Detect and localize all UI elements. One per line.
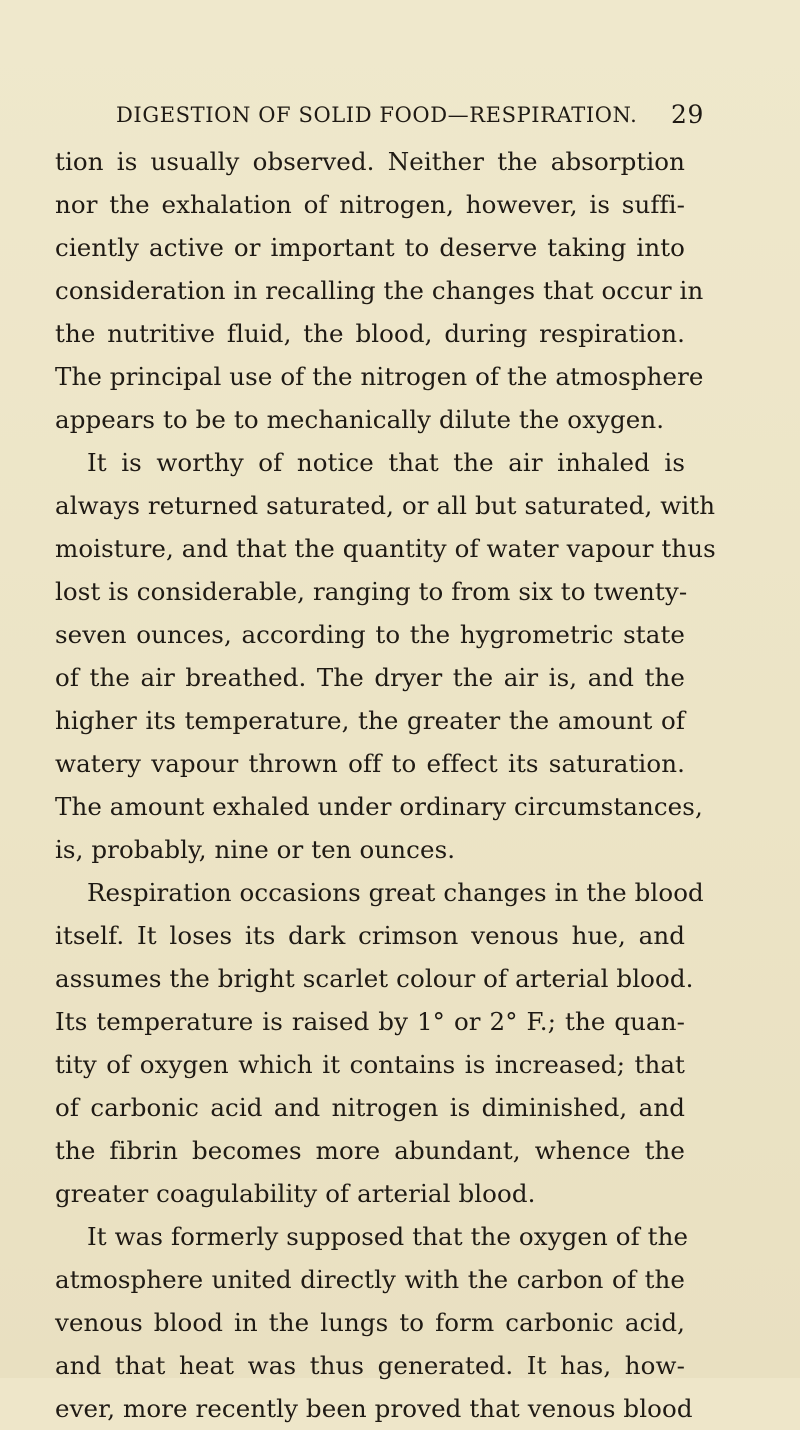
page-number: 29 (670, 100, 704, 129)
text-line: is, probably, nine or ten ounces. (55, 835, 456, 864)
text-line: moisture, and that the quantity of water vapour thus (55, 534, 716, 563)
running-head-title: DIGESTION OF SOLID FOOD—RESPIRATION. (116, 103, 638, 127)
text-line: consideration in recalling the changes that occur in (55, 276, 704, 305)
body-text (55, 140, 716, 1430)
text-line: of the air breathed. The dryer the air is, and the (55, 663, 685, 692)
text-line: tion is usually observed. Neither the absorption (55, 147, 685, 176)
text-line: The principal use of the nitrogen of the atmosphere (55, 362, 704, 391)
text-line: ciently active or important to deserve taking into (55, 233, 685, 262)
text-line: higher its temperature, the greater the amount of (55, 706, 685, 735)
running-head (112, 98, 704, 132)
text-line: nor the exhalation of nitrogen, however, is suffi- (55, 190, 685, 219)
text-line: Its temperature is raised by 1° or 2° F.; the quan- (55, 1007, 685, 1036)
paragraph-start-line: Respiration occasions great changes in the blood (87, 878, 704, 907)
text-line: always returned saturated, or all but saturated, with (55, 491, 716, 520)
text-line: tity of oxygen which it contains is increased; that (55, 1050, 685, 1079)
text-line: assumes the bright scarlet colour of arterial blood. (55, 964, 694, 993)
text-line: atmosphere united directly with the carbon of the (55, 1265, 685, 1294)
text-line: appears to be to mechanically dilute the oxygen. (55, 405, 665, 434)
text-line: itself. It loses its dark crimson venous hue, and (55, 921, 685, 950)
text-line: The amount exhaled under ordinary circumstances, (55, 792, 703, 821)
paragraph-start-line: It was formerly supposed that the oxygen of the (87, 1222, 689, 1251)
text-line: greater coagulability of arterial blood. (55, 1179, 536, 1208)
text-line: of carbonic acid and nitrogen is diminished, and (55, 1093, 685, 1122)
text-line: the nutritive fluid, the blood, during respiration. (55, 319, 685, 348)
text-line: and that heat was thus generated. It has, how- (55, 1351, 685, 1380)
text-line: ever, more recently been proved that venous blood (55, 1394, 693, 1423)
paragraph-start-line: It is worthy of notice that the air inhaled is (87, 448, 685, 477)
text-line: lost is considerable, ranging to from six to twenty- (55, 577, 688, 606)
text-line: seven ounces, according to the hygrometric state (55, 620, 685, 649)
text-line: watery vapour thrown off to effect its saturation. (55, 749, 685, 778)
text-line: the fibrin becomes more abundant, whence the (55, 1136, 685, 1165)
text-line: venous blood in the lungs to form carbonic acid, (55, 1308, 685, 1337)
